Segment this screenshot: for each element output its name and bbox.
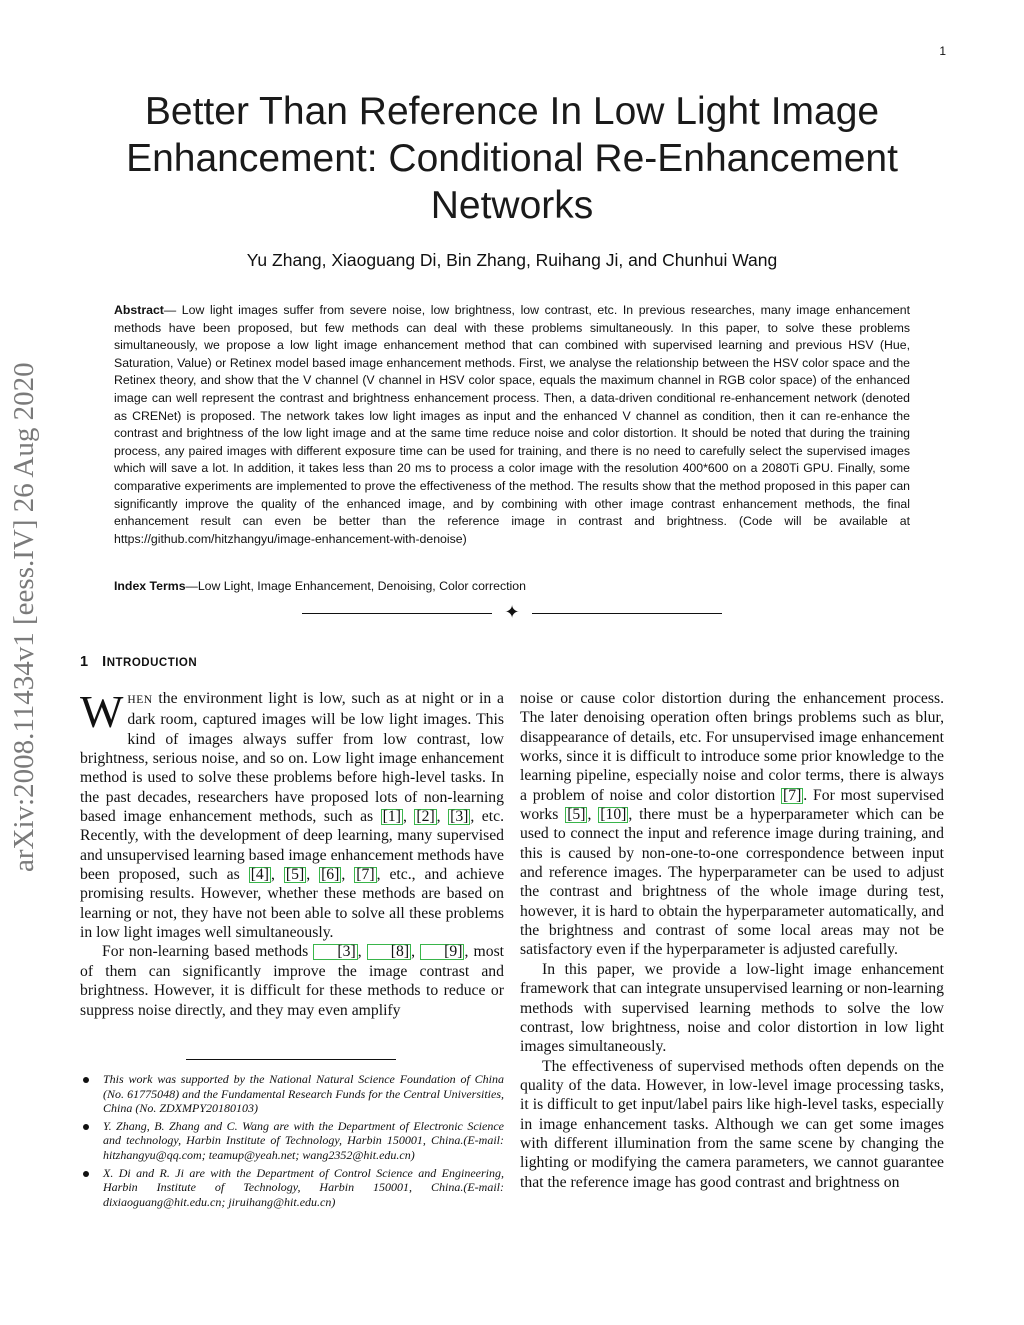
- citation-link[interactable]: [3]: [450, 808, 469, 826]
- separator: ,: [402, 808, 415, 826]
- separator: ,: [271, 866, 284, 884]
- author-list: Yu Zhang, Xiaoguang Di, Bin Zhang, Ruihang Ji, and Chunhui Wang: [246, 250, 778, 270]
- citation-link[interactable]: [4]: [250, 866, 269, 884]
- left-column: [80, 686, 505, 1020]
- paragraph-text: , etc. Recently, with the development of deep learning, many supervised and unsupervised learning based image enhancement methods have been proposed, such as: [80, 808, 505, 884]
- citation-link[interactable]: [10]: [600, 806, 627, 824]
- footnote-item: [80, 1072, 504, 1116]
- section-divider: [302, 604, 722, 622]
- paragraph: [520, 689, 944, 960]
- footnote-rule: [186, 1059, 396, 1060]
- bullet-icon: [83, 1124, 89, 1130]
- paragraph: [80, 942, 504, 1019]
- paragraph: The effectiveness of supervised methods often depends on the quality of the data. However, in low-level image processing tasks, it is difficult to get input/label pairs like high-level tasks, especially in image enhancement tasks. Although we can get some images with different illumination from the same scene by changing the lighting or modifying the camera parameters, we cannot guarantee that the reference image has good contrast and brightness on: [520, 1057, 944, 1191]
- right-column: [520, 689, 944, 1192]
- paragraph: In this paper, we provide a low-light image enhancement framework that can integrate unsupervised learning or non-learning methods with supervised learning methods to solve the low contrast, low brightness, noise and color distortion in low light images simultaneously.: [520, 960, 944, 1056]
- citation-link[interactable]: [5]: [285, 866, 305, 884]
- index-terms-text: —Low Light, Image Enhancement, Denoising, Color correction: [185, 579, 526, 593]
- separator: ,: [357, 943, 367, 961]
- separator: ,: [436, 808, 449, 826]
- citation-link[interactable]: [5]: [567, 806, 586, 824]
- paragraph-text: . For most supervised works: [520, 786, 944, 824]
- paragraph-text: For non-learning based methods: [102, 943, 314, 961]
- citation-link[interactable]: [8]: [367, 944, 411, 960]
- footnote-item: [80, 1166, 504, 1210]
- citation-link[interactable]: [2]: [416, 808, 435, 826]
- abstract-text: — Low light images suffer from severe noise, low brightness, low contrast, etc. In previous researches, many image enhancement methods have been proposed, but few methods can deal with these problems simultaneously. In this paper, to solve these problems simultaneously, we propose a low light image enhancement method that can combined with supervised learning and previous HSV (Hue, Saturation, Value) or Retinex model based image enhancement methods. First, we analyse the relationship between the HSV color space and the Retinex theory, and show that the V channel (V channel in HSV color space, equals the maximum channel in RGB color space) of the enhanced image can well represent the contrast and brightness enhancement process. Then, a data-driven conditional re-enhancement network (denoted as CRENet) is proposed. The network takes low light images as input and the enhanced V channel as condition, then it can re-enhance the contrast and brightness of the low light image and at the same time reduce noise and color distortion. It should be noted that during the training process, any paired images with different exposure time can be used for training, and there is no need to carefully select the supervised images which will save a lot. In addition, it takes less than 20 ms to process a color image with the resolution 400*600 on a 2080Ti GPU. Finally, some comparative experiments are implemented to prove the effectiveness of the method. The results show that the method proposed in this paper can significantly improve the quality of the enhanced image, and by combining with other image contrast enhancement methods, the final enhancement result can even be better than the reference image in contrast and brightness. (Code will be available at https://github.com/hitzhangyu/image-enhancement-with-denoise): [114, 303, 910, 546]
- section-title-initial: I: [102, 654, 107, 670]
- footnote-item: [80, 1119, 504, 1163]
- index-terms: [114, 579, 910, 593]
- paragraph-text: , most of them can significantly improve the image contrast and brightness. However, it is difficult for these methods to reduce or suppress noise directly, and they may even amplify: [80, 943, 505, 1019]
- citation-link[interactable]: [6]: [321, 866, 340, 884]
- citation-link[interactable]: [1]: [382, 808, 401, 826]
- citation-link[interactable]: [3]: [313, 944, 357, 960]
- paper-title: Better Than Reference In Low Light Image Enhancement: Conditional Re-Enhancement Networks: [126, 90, 898, 227]
- separator: ,: [341, 866, 355, 884]
- section-title-rest: NTRODUCTION: [106, 657, 198, 669]
- section-heading: [80, 654, 197, 670]
- arxiv-stamp: arXiv:2008.11434v1 [eess.IV] 26 Aug 2020: [8, 362, 40, 872]
- footnote-text: Y. Zhang, B. Zhang and C. Wang are with the Department of Electronic Science and technology, Harbin Institute of Technology, Harbin 150001, China.(E-mail: hitzhangyu@qq.com; teamup@yeah.net; wang2352@hit.edu.cn): [103, 1118, 504, 1162]
- paragraph: [80, 686, 505, 942]
- footnote-text: X. Di and R. Ji are with the Department of Control Science and Engineering, Harbin Institute of Technology, Harbin 150001, China.(E-mail: dixiaoguang@hit.edu.cn; jiruihang@hit.edu.cn): [103, 1165, 504, 1209]
- citation-link[interactable]: [7]: [356, 866, 375, 884]
- separator: ,: [411, 943, 421, 961]
- section-number: 1: [80, 654, 89, 670]
- divider-line-right: [532, 613, 722, 614]
- paragraph-text: noise or cause color distortion during the enhancement process. The later denoising operation often brings problems such as blur, disappearance of details, etc. For unsupervised image enhancement works, since it is difficult to introduce some prior knowledge to the learning pipeline, especially noise and color terms, there is always a problem of noise and color distortion: [520, 690, 944, 804]
- citation-link[interactable]: [9]: [420, 944, 464, 960]
- bullet-icon: [83, 1077, 89, 1083]
- abstract-label: Abstract: [114, 303, 164, 317]
- paragraph-text: the environment light is low, such as at night or in a dark room, captured images will be low light images. This kind of images always suffer from low contrast, low brightness, serious noise, and so on. Low light image enhancement method is used to solve these problems before high-level tasks. In the past decades, researchers have proposed lots of non-learning based image enhancement methods, such as: [80, 690, 504, 826]
- divider-star-icon: ✦: [504, 602, 520, 622]
- footnotes: [80, 1072, 504, 1212]
- divider-line-left: [302, 613, 492, 614]
- separator: ,: [306, 866, 320, 884]
- abstract: [114, 302, 910, 548]
- index-terms-label: Index Terms: [114, 579, 186, 593]
- paragraph-text: , there must be a hyperparameter which can be used to connect the input and reference image during training, and this is caused by non-one-to-one correspondence between input and reference images. The hyperparameter can be used to adjust the contrast and brightness of the whole image during test, however, it is hard to obtain the hyperparameter automatically, and the brightness and contrast of some local areas may not be satisfactory even if the hyperparameter is adjusted carefully.: [520, 806, 944, 959]
- citation-link[interactable]: [7]: [783, 786, 802, 804]
- paragraph-text: , etc., and achieve promising results. However, whether these methods are based on learning or not, they have not been able to solve all these problems in low light images well simultaneously.: [80, 866, 505, 942]
- smallcaps-word: HEN: [127, 694, 153, 706]
- footnote-text: This work was supported by the National Natural Science Foundation of China (No. 61775048) and the Fundamental Research Funds for the Central Universities, China (No. ZDXMPY20180103): [103, 1072, 504, 1116]
- bullet-icon: [83, 1171, 89, 1177]
- drop-cap: W: [80, 686, 124, 737]
- page-number: 1: [939, 44, 946, 58]
- separator: ,: [587, 806, 599, 824]
